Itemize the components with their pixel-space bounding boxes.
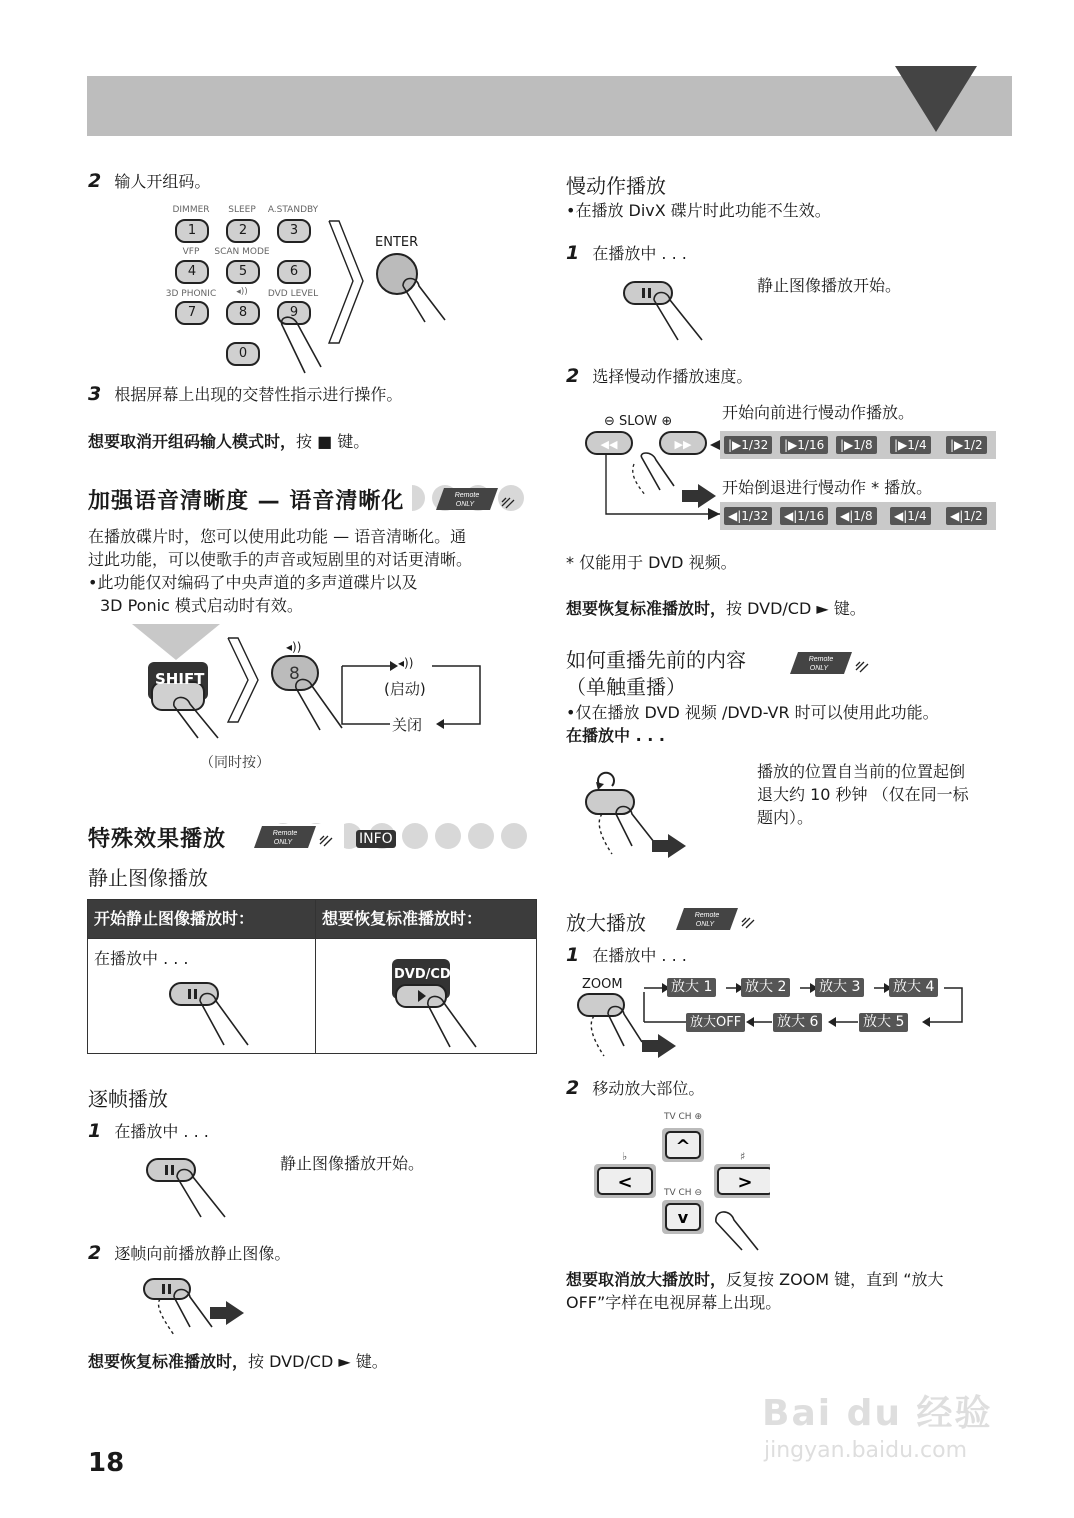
replay-title-1: 如何重播先前的内容 <box>566 648 746 672</box>
slow-text: SLOW <box>619 414 658 429</box>
remote-text: Remote <box>272 830 298 837</box>
pause-button-illustration <box>168 979 258 1049</box>
key-8[interactable]: 8 <box>226 301 260 325</box>
table-header: 想要恢复标准播放时： <box>316 900 537 939</box>
zoom-cancel-2: OFF”字样在电视屏幕上出现。 <box>566 1293 782 1312</box>
step-text: 选择慢动作播放速度。 <box>592 367 753 386</box>
off-label: 关闭 <box>392 716 423 734</box>
big-arrow-icon <box>226 636 266 726</box>
replay-button-illustration <box>580 770 690 862</box>
replay-bullet: •仅在播放 DVD 视频 /DVD-VR 时可以使用此功能。 <box>566 703 939 722</box>
forward-speed-chip: |▶1/2 <box>946 436 987 454</box>
still-table <box>87 899 537 1054</box>
forward-speed-chip: |▶1/16 <box>780 436 828 454</box>
watermark-url: jingyan.baidu.com <box>764 1438 968 1463</box>
step-number: 1 <box>566 944 580 966</box>
key-4[interactable]: 4 <box>175 260 209 284</box>
note-text: 按 DVD/CD ► 键。 <box>726 599 866 618</box>
key-9[interactable]: 9 <box>277 301 311 325</box>
svg-text:▶▶: ▶▶ <box>674 438 692 451</box>
remote-only-badge <box>254 824 344 858</box>
zoom-chip: 放大 4 <box>889 978 938 997</box>
still-title: 静止图像播放 <box>88 866 208 890</box>
forward-speed-chip: |▶1/32 <box>724 436 772 454</box>
shift-button[interactable]: SHIFT <box>155 670 205 688</box>
key-6[interactable]: 6 <box>277 260 311 284</box>
step-number: 1 <box>566 242 580 264</box>
voice-bullet-2: 3D Ponic 模式启动时有效。 <box>100 596 303 615</box>
forward-speed-chip: |▶1/4 <box>890 436 931 454</box>
note-bold: 想要恢复标准播放时， <box>566 599 727 618</box>
replay-playing: 在播放中 . . . <box>566 726 665 745</box>
frame-title: 逐帧播放 <box>88 1087 168 1111</box>
voice-bullet-1: •此功能仅对编码了中央声道的多声道碟片以及 <box>88 573 418 592</box>
only-text: ONLY <box>809 665 829 672</box>
slow-reverse-text: 开始倒退进行慢动作 * 播放。 <box>722 478 933 497</box>
remote-only-badge <box>676 906 766 940</box>
info-badge: INFO <box>356 830 396 848</box>
voice-section-title: 加强语音清晰度 — 语音清晰化 <box>88 484 412 515</box>
note-text: 按 ■ 键。 <box>296 432 370 451</box>
voice-body-1: 在播放碟片时，您可以使用此功能 — 语音清晰化。通 <box>88 527 467 546</box>
cancel-code-note <box>88 430 369 453</box>
step-number: 2 <box>88 1242 102 1264</box>
dpad-illustration <box>590 1124 770 1254</box>
step-text: 移动放大部位。 <box>592 1079 705 1098</box>
svg-text:<: < <box>617 1172 633 1193</box>
simultaneous-note: （同时按） <box>200 755 270 771</box>
forward-speed-chip: |▶1/8 <box>836 436 877 454</box>
big-arrow-icon <box>327 219 367 349</box>
zoom-label: ZOOM <box>582 977 623 992</box>
reverse-speed-bar <box>720 502 996 530</box>
svg-text:◀◀: ◀◀ <box>600 438 618 451</box>
key-label: SCAN MODE <box>214 247 270 257</box>
remote-only-icon <box>790 650 880 680</box>
key-label: DVD LEVEL <box>267 289 319 299</box>
remote-text: Remote <box>694 912 720 919</box>
pause-button-illustration <box>145 1155 235 1220</box>
replay-desc-1: 播放的位置自当前的位置起倒 <box>757 762 966 781</box>
only-text: ONLY <box>273 839 293 846</box>
on-label: (启动) <box>384 680 426 698</box>
key-5[interactable]: 5 <box>226 260 260 284</box>
table-cell <box>316 939 537 1054</box>
header-bar <box>87 76 1012 136</box>
slow-footnote: * 仅能用于 DVD 视频。 <box>566 553 737 572</box>
minus-icon: ⊖ <box>604 414 615 429</box>
key-label: ◂)) <box>236 287 248 297</box>
note-text: 反复按 ZOOM 键，直到 “放大 <box>726 1270 944 1289</box>
reverse-speed-chip: ◀|1/16 <box>780 507 828 525</box>
remote-only-icon <box>254 824 344 854</box>
step-number: 2 <box>566 365 580 387</box>
zoom-chip: 放大 3 <box>815 978 864 997</box>
note-bold: 想要取消开组码输人模式时， <box>88 432 297 451</box>
sharp-label: ♯ <box>740 1150 746 1163</box>
enter-label: ENTER <box>375 235 419 250</box>
frame-step1-result: 静止图像播放开始。 <box>280 1154 425 1173</box>
key-label: SLEEP <box>228 205 256 215</box>
frame-step-2 <box>88 1242 290 1265</box>
watermark-brand: Bai du 经验 <box>762 1393 993 1434</box>
tvch-up-label: TV CH ⊕ <box>664 1112 702 1122</box>
note-text: 按 DVD/CD ► 键。 <box>248 1352 388 1371</box>
zoom-chip: 放大 6 <box>773 1013 822 1032</box>
finger-icon <box>275 315 325 375</box>
reverse-speed-chip: ◀|1/8 <box>836 507 877 525</box>
slow-step-2 <box>566 365 752 388</box>
pause-press-illustration <box>140 1275 250 1340</box>
key-0[interactable]: 0 <box>226 342 260 366</box>
slow-step1-result: 静止图像播放开始。 <box>757 276 902 295</box>
zoom-step-2 <box>566 1077 704 1100</box>
zoom-chip: 放大 1 <box>667 978 716 997</box>
frame-resume-note <box>88 1350 388 1373</box>
key-8-illustration <box>268 652 348 732</box>
table-cell <box>88 939 316 1054</box>
step-3-follow <box>88 383 402 406</box>
zoom-step-1 <box>566 944 687 967</box>
note-bold: 想要恢复标准播放时， <box>88 1352 249 1371</box>
speaker-on-icon: ◂)) <box>398 656 414 670</box>
header-triangle-icon <box>895 64 1020 138</box>
step-number: 3 <box>88 383 102 405</box>
key-label: 3D PHONIC <box>165 289 217 299</box>
key-8-label[interactable]: 8 <box>289 664 300 684</box>
key-label: A.STANDBY <box>267 205 319 215</box>
speaker-icon: ◂)) <box>286 640 302 654</box>
slow-label <box>604 414 672 429</box>
zoom-title: 放大播放 <box>566 911 646 935</box>
frame-step-1 <box>88 1120 209 1143</box>
reverse-speed-chip: ◀|1/32 <box>724 507 772 525</box>
reverse-speed-chip: ◀|1/4 <box>890 507 931 525</box>
keypad-illustration <box>155 205 465 375</box>
replay-desc-2: 退大约 10 秒钟 （仅在同一标 <box>757 785 969 804</box>
step-number: 2 <box>566 1077 580 1099</box>
key-label: VFP <box>182 247 200 257</box>
step-text: 在播放中 . . . <box>114 1122 209 1141</box>
dvdcd-label: DVD/CD <box>394 967 451 982</box>
playing-text: 在播放中 . . . <box>94 949 189 968</box>
zoom-chip: 放大 2 <box>741 978 790 997</box>
remote-only-badge <box>790 650 880 684</box>
tvch-down-label: TV CH ⊖ <box>664 1188 702 1198</box>
step-text: 在播放中 . . . <box>592 946 687 965</box>
key-2[interactable]: 2 <box>226 219 260 243</box>
slow-resume-note <box>566 597 866 620</box>
page-number: 18 <box>88 1448 125 1478</box>
pause-button-illustration <box>622 278 712 343</box>
only-text: ONLY <box>695 921 715 928</box>
remote-only-icon <box>676 906 766 936</box>
enter-button[interactable] <box>373 250 453 325</box>
step-text: 在播放中 . . . <box>592 244 687 263</box>
step-number: 2 <box>88 170 102 192</box>
plus-icon: ⊕ <box>661 414 673 429</box>
voice-body-2: 过此功能，可以使歌手的声音或短剧里的对话更清晰。 <box>88 550 473 569</box>
key-7[interactable]: 7 <box>175 301 209 325</box>
key-label: DIMMER <box>172 205 210 215</box>
key-1[interactable]: 1 <box>175 219 209 243</box>
zoom-cancel-1 <box>566 1268 944 1291</box>
step-text: 逐帧向前播放静止图像。 <box>114 1244 291 1263</box>
special-section-title: 特殊效果播放 <box>88 822 234 853</box>
only-text: ONLY <box>455 501 475 508</box>
slow-step-1 <box>566 242 687 265</box>
slow-forward-text: 开始向前进行慢动作播放。 <box>722 403 915 422</box>
replay-title-2: （单触重播） <box>566 675 686 699</box>
remote-text: Remote <box>454 492 480 499</box>
step-text: 输人开组码。 <box>114 172 211 191</box>
svg-text:>: > <box>737 1172 753 1193</box>
flat-label: ♭ <box>622 1150 628 1163</box>
remote-only-icon <box>436 486 526 516</box>
reverse-speed-chip: ◀|1/2 <box>946 507 987 525</box>
zoom-chip: 放大OFF <box>686 1013 745 1032</box>
arrow-icon <box>708 508 722 520</box>
slow-title: 慢动作播放 <box>566 174 666 198</box>
table-header: 开始静止图像播放时： <box>88 900 316 939</box>
key-3[interactable]: 3 <box>277 219 311 243</box>
svg-text:^: ^ <box>675 1136 691 1157</box>
note-bold: 想要取消放大播放时， <box>566 1270 727 1289</box>
zoom-chip: 放大 5 <box>859 1013 908 1032</box>
remote-only-badge <box>436 486 526 520</box>
step-2-enter-code <box>88 170 210 193</box>
step-text: 根据屏幕上出现的交替性指示进行操作。 <box>114 385 403 404</box>
slow-bullet: •在播放 DivX 碟片时此功能不生效。 <box>566 201 831 220</box>
replay-desc-3: 题内）。 <box>757 808 814 827</box>
step-number: 1 <box>88 1120 102 1142</box>
svg-text:v: v <box>677 1208 689 1227</box>
remote-text: Remote <box>808 656 834 663</box>
forward-speed-bar <box>720 431 996 459</box>
